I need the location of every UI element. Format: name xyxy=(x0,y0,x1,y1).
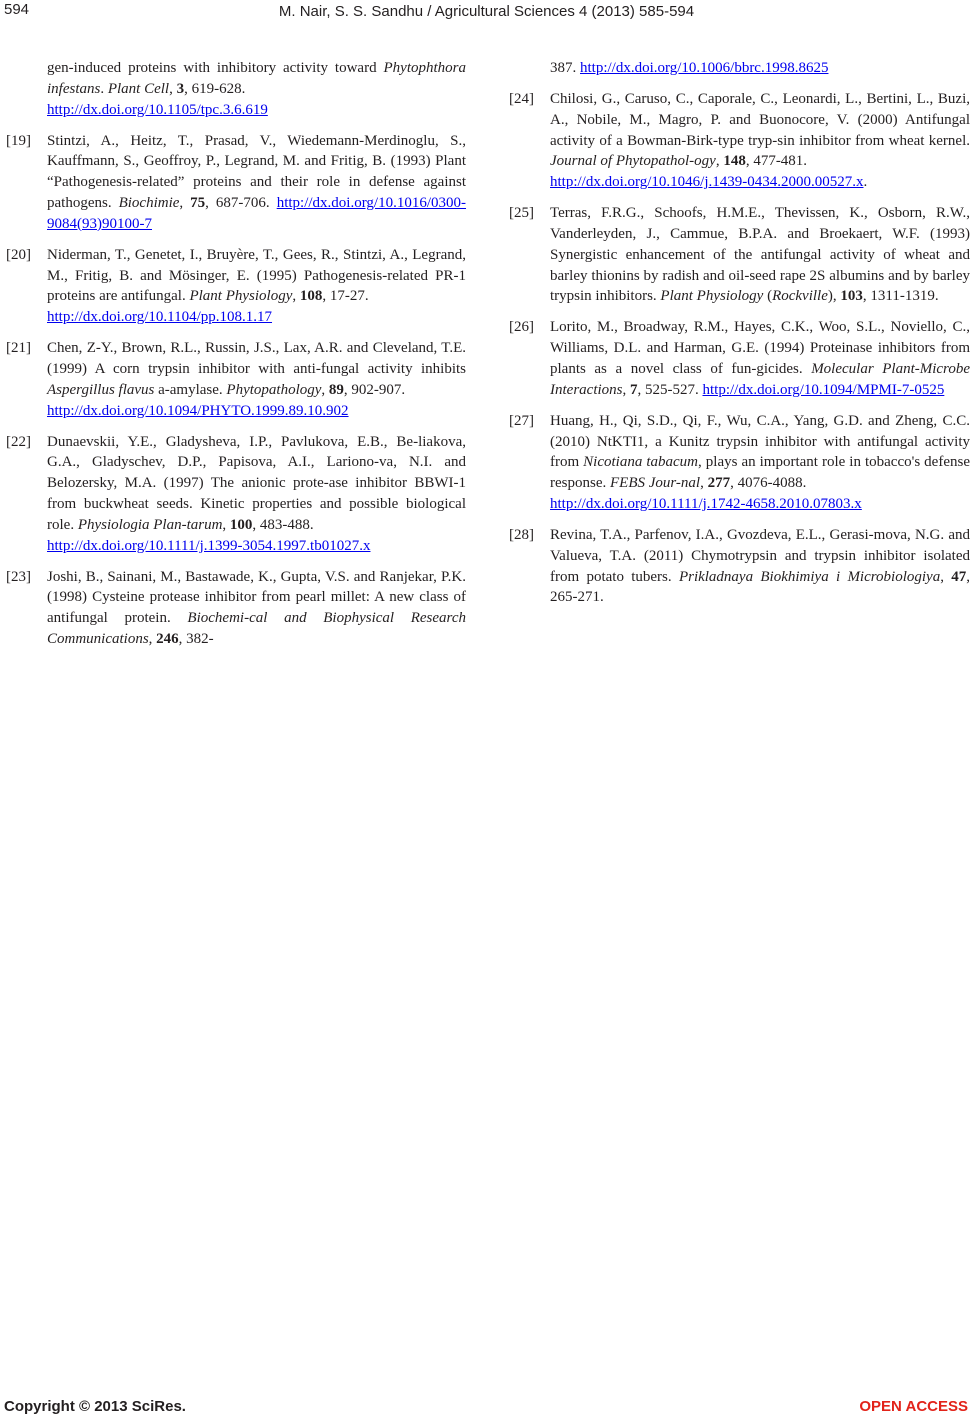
reference-pages: , 687-706. xyxy=(205,195,277,212)
reference-journal: Molecular Plant-Microbe Interactions xyxy=(550,360,970,398)
reference-italic: Nicotiana tabacum xyxy=(583,454,699,471)
reference-text: gen-induced proteins with inhibitory activity toward xyxy=(47,60,384,76)
reference-pages: , 525-527. xyxy=(637,381,703,398)
reference-volume: 7 xyxy=(630,381,638,398)
doi-link[interactable]: http://dx.doi.org/10.1006/bbrc.1998.8625 xyxy=(580,60,829,76)
reference-volume: 75 xyxy=(190,195,206,212)
reference-authors: Dunaevskii, Y.E., Gladysheva, I.P., Pavlukova, E.B., Be-liakova, G.A., Gladyschev, D.P., Papisova, A.I., Lariono-va, N.I. and Belozersky, M.A. (1997) The anionic prote-ase inhibitor BBWI-1 from buckwheat seeds. Kinetic properties and possible biological role. xyxy=(47,433,466,533)
reference-volume: 108 xyxy=(299,288,323,305)
reference-volume: 103 xyxy=(840,288,863,305)
reference-body xyxy=(47,245,466,328)
reference-text: . xyxy=(863,174,868,191)
reference-number: [20] xyxy=(6,246,31,263)
reference-body xyxy=(550,411,970,515)
reference-body xyxy=(47,338,466,421)
reference-volume: 246 xyxy=(156,631,179,648)
reference-continuation xyxy=(6,58,466,121)
reference-separator: , xyxy=(940,568,952,585)
reference-continuation xyxy=(509,58,970,79)
reference-number: [24] xyxy=(509,90,534,107)
doi-link[interactable]: http://dx.doi.org/10.1094/PHYTO.1999.89.10.902 xyxy=(47,402,349,419)
reference-pages: , 483-488. xyxy=(252,516,314,533)
reference-volume: 277 xyxy=(707,475,731,492)
reference-entry xyxy=(509,411,970,515)
reference-number: [19] xyxy=(6,132,31,149)
reference-italic: Phytophthora infestans xyxy=(47,60,466,97)
left-column xyxy=(6,58,466,660)
reference-journal: Plant Physiology xyxy=(660,288,764,305)
reference-body xyxy=(47,131,466,235)
doi-link[interactable]: http://dx.doi.org/10.1105/tpc.3.6.619 xyxy=(47,101,268,118)
reference-body xyxy=(47,567,466,650)
reference-volume: 100 xyxy=(229,516,253,533)
reference-body xyxy=(550,89,970,193)
reference-pages: , 4076-4088. xyxy=(730,475,807,492)
open-access-label: OPEN ACCESS xyxy=(859,1398,968,1415)
reference-italic: Aspergillus flavus xyxy=(47,381,155,398)
reference-separator: , xyxy=(321,381,329,398)
reference-entry xyxy=(509,525,970,608)
doi-link[interactable]: http://dx.doi.org/10.1094/MPMI-7-0525 xyxy=(702,381,945,398)
reference-authors: Chilosi, G., Caruso, C., Caporale, C., Leonardi, L., Bertini, L., Buzi, A., Nobile, M., Magro, P. and Buonocore, V. (2000) Antifungal activity of a Bowman-Birk-type tryp-sin inhibitor from wheat kernel. xyxy=(550,90,970,149)
reference-text: , xyxy=(169,80,177,97)
reference-pages: , 265-271. xyxy=(550,568,970,606)
reference-pages: , 619-628. xyxy=(184,80,246,97)
reference-separator: , xyxy=(715,153,724,170)
doi-link[interactable]: http://dx.doi.org/10.1104/pp.108.1.17 xyxy=(47,309,273,326)
reference-separator: , xyxy=(222,516,230,533)
reference-entry xyxy=(6,245,466,328)
reference-body xyxy=(47,432,466,557)
reference-authors: Stintzi, A., Heitz, T., Prasad, V., Wiedemann-Merdinoglu, S., Kauffmann, S., Geoffroy, P., Legrand, M. and Fritig, B. (1993) Plant “Pathogenesis-related” proteins and their role in defense against pathogens. xyxy=(47,132,466,212)
page-number: 594 xyxy=(4,1,30,18)
running-head: M. Nair, S. S. Sandhu / Agricultural Sciences 4 (2013) 585-594 xyxy=(278,3,695,20)
reference-number: [22] xyxy=(6,433,31,450)
reference-number: [21] xyxy=(6,340,31,357)
reference-body xyxy=(47,58,466,121)
reference-separator: , xyxy=(292,288,300,305)
doi-link[interactable]: http://dx.doi.org/10.1016/0300-9084(93)90100-7 xyxy=(47,195,466,232)
reference-authors: Joshi, B., Sainani, M., Bastawade, K., Gupta, V.S. and Ranjekar, P.K. (1998) Cysteine protease inhibitor from pearl millet: A new class of antifungal protein. xyxy=(47,568,466,627)
reference-journal: Phytopathology xyxy=(226,381,322,398)
reference-volume: 47 xyxy=(951,568,967,585)
right-column xyxy=(509,58,970,618)
reference-entry xyxy=(6,567,466,650)
reference-authors: Huang, H., Qi, S.D., Qi, F., Wu, C.A., Yang, G.D. and Zheng, C.C. (2010) NtKTI1, a Kunitz trypsin inhibitor with antifungal activity from xyxy=(550,412,970,471)
reference-journal: Journal of Phytopathol-ogy xyxy=(550,153,716,170)
reference-body xyxy=(550,203,970,307)
reference-authors: Chen, Z-Y., Brown, R.L., Russin, J.S., Lax, A.R. and Cleveland, T.E. (1999) A corn trypsin inhibitor with anti-fungal activity inhibits xyxy=(47,340,466,377)
reference-body xyxy=(550,525,970,608)
reference-volume: 89 xyxy=(328,381,344,398)
copyright-notice: Copyright © 2013 SciRes. xyxy=(4,1398,186,1415)
reference-entry xyxy=(6,131,466,235)
reference-entry xyxy=(509,203,970,307)
reference-journal: Plant Cell xyxy=(107,80,170,97)
reference-pages: , 477-481. xyxy=(745,153,808,170)
reference-journal: FEBS Jour-nal xyxy=(610,475,701,492)
reference-journal-extra: Rockville xyxy=(772,288,828,305)
reference-entry xyxy=(6,432,466,557)
reference-journal: Plant Physiology xyxy=(189,288,293,305)
reference-text: , plays an important role in tobacco's defense response. xyxy=(550,454,970,492)
reference-authors: Niderman, T., Genetet, I., Bruyère, T., Gees, R., Stintzi, A., Legrand, M., Fritig, B. and Mösinger, E. (1995) Pathogenesis-related PR-1 proteins are antifungal. xyxy=(47,246,466,305)
reference-text: . xyxy=(100,80,108,97)
doi-link[interactable]: http://dx.doi.org/10.1111/j.1399-3054.1997.tb01027.x xyxy=(47,537,371,554)
reference-separator: , xyxy=(179,195,191,212)
reference-separator: , xyxy=(148,631,157,648)
doi-link[interactable]: http://dx.doi.org/10.1046/j.1439-0434.2000.00527.x xyxy=(550,174,864,191)
reference-authors: Lorito, M., Broadway, R.M., Hayes, C.K., Woo, S.L., Noviello, C., Williams, D.L. and Harman, G.E. (1994) Proteinase inhibitors from plants as a novel class of fun-gicides. xyxy=(550,319,970,377)
reference-journal: Biochimie xyxy=(118,195,180,212)
reference-pages: , 1311-1319. xyxy=(862,288,939,305)
reference-pages: 387. xyxy=(550,60,580,76)
reference-entry xyxy=(6,338,466,421)
reference-journal: Physiologia Plan-tarum xyxy=(77,516,223,533)
reference-separator: , xyxy=(700,475,708,492)
reference-text: ( xyxy=(763,288,773,305)
reference-pages: , 902-907. xyxy=(343,381,406,398)
reference-authors: Terras, F.R.G., Schoofs, H.M.E., Thevissen, K., Osborn, R.W., Vanderleyden, J., Cammue, B.P.A. and Broekaert, W.F. (1993) Synergistic enhancement of the antifungal activity of wheat and barley thionins by radish and oil-seed rape 2S albumins and by barley trypsin inhibitors. xyxy=(550,205,970,305)
reference-entry xyxy=(509,317,970,400)
reference-separator: , xyxy=(622,381,630,398)
reference-body xyxy=(550,58,970,79)
reference-volume: 148 xyxy=(723,153,746,170)
reference-text: ), xyxy=(827,288,841,305)
reference-journal: Prikladnaya Biokhimiya i Microbiologiya xyxy=(678,568,941,585)
reference-number: [26] xyxy=(509,319,534,336)
reference-volume: 3 xyxy=(176,80,185,97)
reference-entry xyxy=(509,89,970,193)
reference-journal: Biochemi-cal and Biophysical Research Communications xyxy=(47,610,466,648)
reference-number: [28] xyxy=(509,526,534,543)
reference-number: [27] xyxy=(509,412,534,429)
reference-body xyxy=(550,317,970,400)
reference-authors: Revina, T.A., Parfenov, I.A., Gvozdeva, E.L., Gerasi-mova, N.G. and Valueva, T.A. (2011) Chymotrypsin and trypsin inhibitor isolated from potato tubers. xyxy=(550,526,970,585)
reference-number: [23] xyxy=(6,568,31,585)
reference-number: [25] xyxy=(509,205,534,222)
reference-pages: , 382- xyxy=(178,631,214,648)
doi-link[interactable]: http://dx.doi.org/10.1111/j.1742-4658.2010.07803.x xyxy=(550,496,862,513)
reference-text: a-amylase. xyxy=(154,381,227,398)
reference-pages: , 17-27. xyxy=(322,288,369,305)
